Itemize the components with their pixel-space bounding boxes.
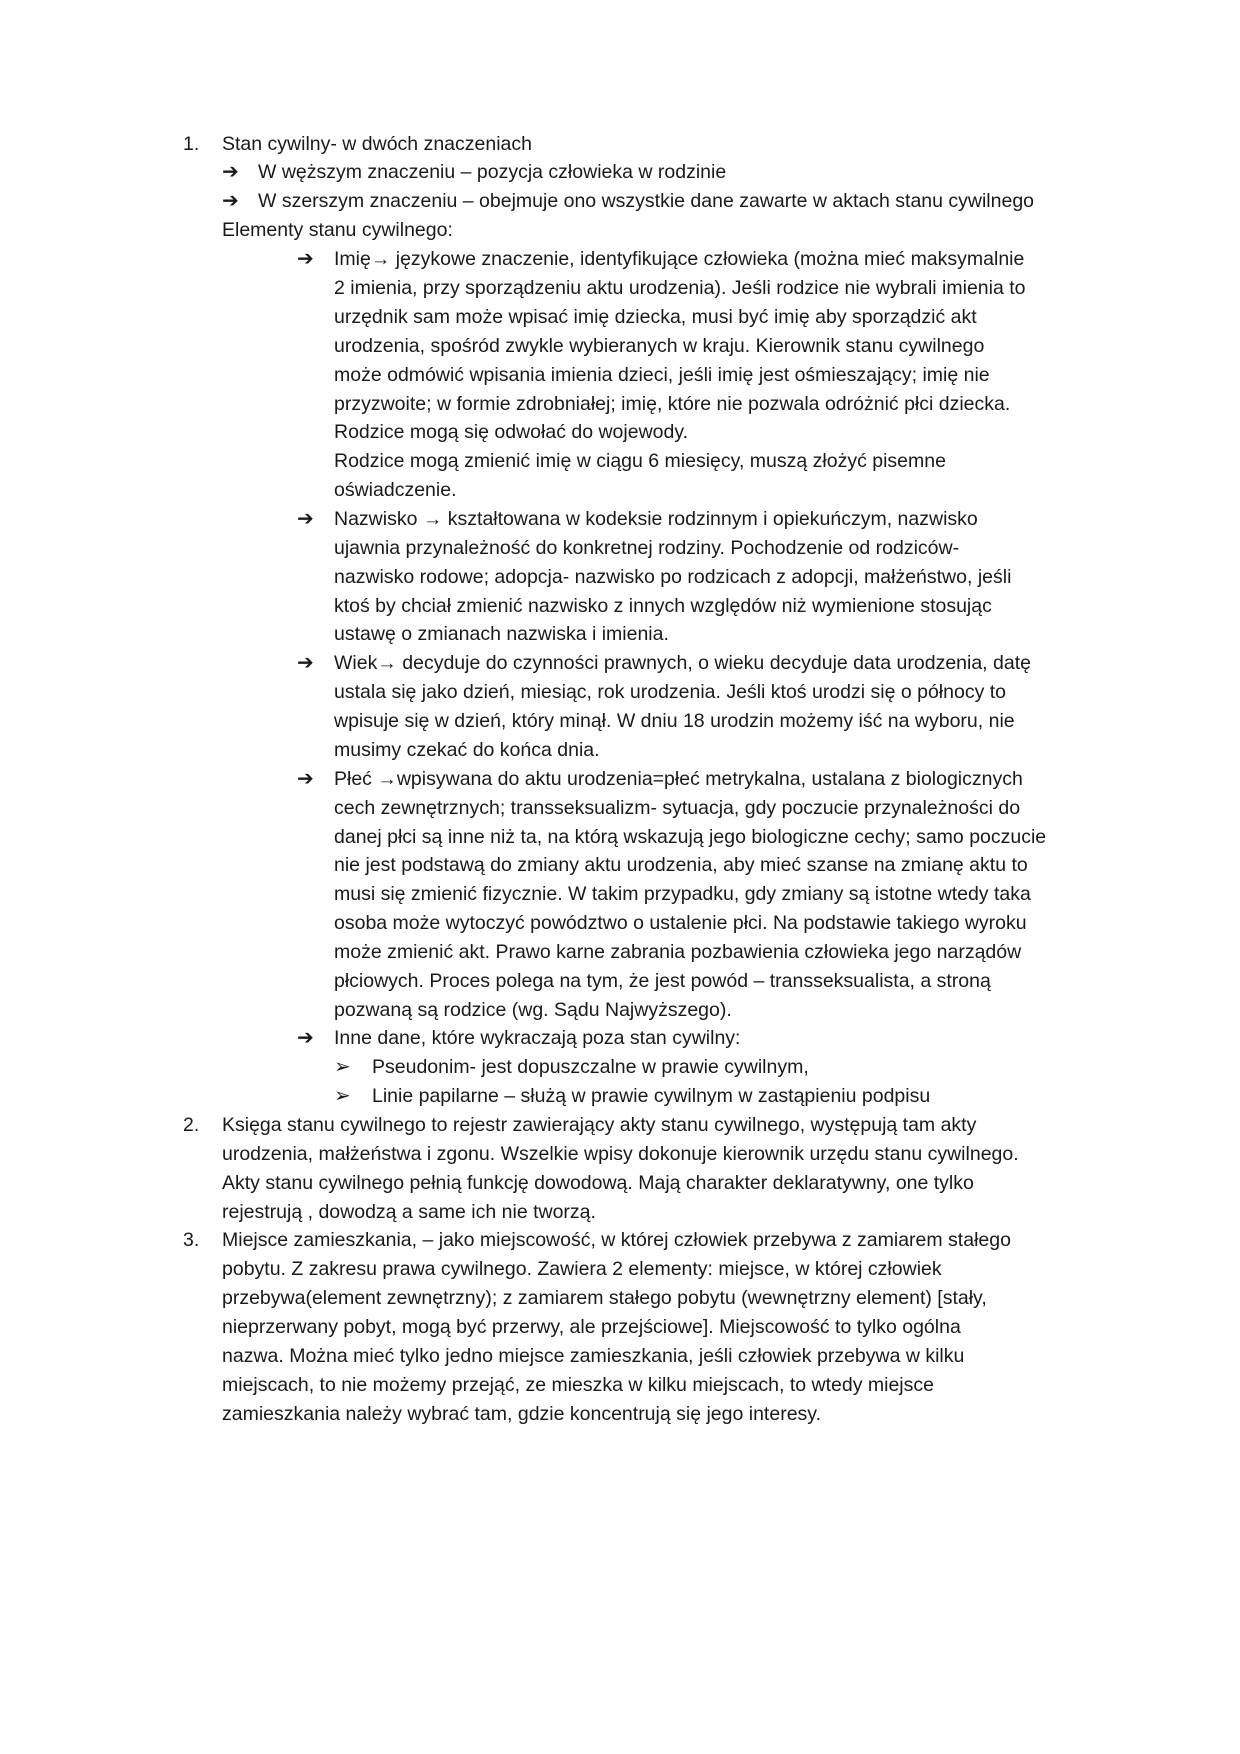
element-plec-line: cech zewnętrznych; transseksualizm- sytuacja, gdy poczucie przynależności do [334, 797, 1021, 819]
subitem-linie-papilarne: Linie papilarne – służą w prawie cywilnym w zastąpieniu podpisu [372, 1085, 931, 1107]
element-plec-line: Płeć →wpisywana do aktu urodzenia=płeć metrykalna, ustalana z biologicznych [334, 768, 1023, 790]
element-imie-line: oświadczenie. [334, 479, 457, 501]
section-3-line: pobytu. Z zakresu prawa cywilnego. Zawiera 2 elementy: miejsce, w której człowiek [222, 1258, 942, 1280]
section-2-line: Akty stanu cywilnego pełnią funkcję dowodową. Mają charakter deklaratywny, one tylko [222, 1172, 974, 1194]
point-narrow-meaning: W węższym znaczeniu – pozycja człowieka w rodzinie [258, 161, 727, 183]
right-arrow-icon: ➔ [222, 190, 239, 212]
subitem-pseudonim: Pseudonim- jest dopuszczalne w prawie cywilnym, [372, 1056, 809, 1078]
element-plec-line: osoba może wytoczyć powództwo o ustalenie płci. Na podstawie takiego wyroku [334, 912, 1027, 934]
section-number-2: 2. [183, 1114, 200, 1136]
element-plec-line: pozwaną są rodzice (wg. Sądu Najwyższego). [334, 999, 732, 1021]
section-3-line: nieprzerwany pobyt, mogą być przerwy, ale przejściowe]. Miejscowość to tylko ogólna [222, 1316, 961, 1338]
element-wiek-line: Wiek→ decyduje do czynności prawnych, o wieku decyduje data urodzenia, datę [334, 652, 1031, 674]
element-wiek-line: wpisuje się w dzień, który minął. W dniu 18 urodzin możemy iść na wyboru, nie [334, 710, 1015, 732]
element-nazwisko-line: Nazwisko → kształtowana w kodeksie rodzinnym i opiekuńczym, nazwisko [334, 508, 978, 530]
section-2-line: rejestrują , dowodzą a same ich nie tworzą. [222, 1201, 596, 1223]
section-1-heading: Stan cywilny- w dwóch znaczeniach [222, 133, 532, 155]
right-arrow-icon: ➔ [297, 652, 314, 674]
element-nazwisko-line: ujawnia przynależność do konkretnej rodziny. Pochodzenie od rodziców- [334, 537, 960, 559]
section-3-line: Miejsce zamieszkania, – jako miejscowość, w której człowiek przebywa z zamiarem stałego [222, 1229, 1011, 1251]
element-plec-line: nie jest podstawą do zmiany aktu urodzenia, aby mieć szanse na zmianę aktu to [334, 854, 1028, 876]
element-imie-line: Rodzice mogą zmienić imię w ciągu 6 miesięcy, muszą złożyć pisemne [334, 450, 946, 472]
section-3-line: nazwa. Można mieć tylko jedno miejsce zamieszkania, jeśli człowiek przebywa w kilku [222, 1345, 965, 1367]
section-number-3: 3. [183, 1229, 200, 1251]
elements-heading: Elementy stanu cywilnego: [222, 219, 453, 241]
right-arrow-icon: ➔ [222, 161, 239, 183]
right-arrow-icon: ➔ [297, 1027, 314, 1049]
element-inne-dane: Inne dane, które wykraczają poza stan cywilny: [334, 1027, 741, 1049]
element-imie-line: Rodzice mogą się odwołać do wojewody. [334, 421, 689, 443]
section-3-line: miejscach, to nie możemy przejąć, ze mieszka w kilku miejscach, to wtedy miejsce [222, 1374, 934, 1396]
element-imie-line: 2 imienia, przy sporządzeniu aktu urodzenia). Jeśli rodzice nie wybrali imienia to [334, 277, 1026, 299]
element-imie-line: Imię→ językowe znaczenie, identyfikujące człowieka (można mieć maksymalnie [334, 248, 1025, 270]
element-plec-line: musi się zmienić fizycznie. W takim przypadku, gdy zmiany są istotne wtedy taka [334, 883, 1031, 905]
element-plec-line: danej płci są inne niż ta, na którą wskazują jego biologiczne cechy; samo poczucie [334, 826, 1047, 848]
element-plec-line: płciowych. Proces polega na tym, że jest powód – transseksualista, a stroną [334, 970, 991, 992]
chevron-arrow-icon: ➢ [334, 1056, 351, 1078]
element-wiek-line: ustala się jako dzień, miesiąc, rok urodzenia. Jeśli ktoś urodzi się o północy to [334, 681, 1006, 703]
element-imie-line: urzędnik sam może wpisać imię dziecka, musi być imię aby sporządzić akt [334, 306, 977, 328]
element-nazwisko-line: ustawę o zmianach nazwiska i imienia. [334, 623, 669, 645]
element-imie-line: przyzwoite; w formie zdrobniałej; imię, które nie pozwala odróżnić płci dziecka. [334, 393, 1011, 415]
element-imie-line: może odmówić wpisania imienia dzieci, jeśli imię jest ośmieszający; imię nie [334, 364, 990, 386]
element-wiek-line: musimy czekać do końca dnia. [334, 739, 600, 761]
element-nazwisko-line: ktoś by chciał zmienić nazwisko z innych względów niż wymienione stosując [334, 595, 992, 617]
element-plec-line: może zmienić akt. Prawo karne zabrania pozbawienia człowieka jego narządów [334, 941, 1022, 963]
section-number-1: 1. [183, 133, 200, 155]
section-3-line: przebywa(element zewnętrzny); z zamiarem stałego pobytu (wewnętrzny element) [stały, [222, 1287, 987, 1309]
element-imie-line: urodzenia, spośród zwykle wybieranych w kraju. Kierownik stanu cywilnego [334, 335, 985, 357]
section-2-line: urodzenia, małżeństwa i zgonu. Wszelkie wpisy dokonuje kierownik urzędu stanu cywilnego. [222, 1143, 1019, 1165]
element-nazwisko-line: nazwisko rodowe; adopcja- nazwisko po rodzicach z adopcji, małżeństwo, jeśli [334, 566, 1012, 588]
section-3-line: zamieszkania należy wybrać tam, gdzie koncentrują się jego interesy. [222, 1403, 822, 1425]
point-broad-meaning: W szerszym znaczeniu – obejmuje ono wszystkie dane zawarte w aktach stanu cywilnego [258, 190, 1035, 212]
chevron-arrow-icon: ➢ [334, 1085, 351, 1107]
right-arrow-icon: ➔ [297, 768, 314, 790]
section-2-line: Księga stanu cywilnego to rejestr zawierający akty stanu cywilnego, występują tam akty [222, 1114, 977, 1136]
right-arrow-icon: ➔ [297, 248, 314, 270]
right-arrow-icon: ➔ [297, 508, 314, 530]
